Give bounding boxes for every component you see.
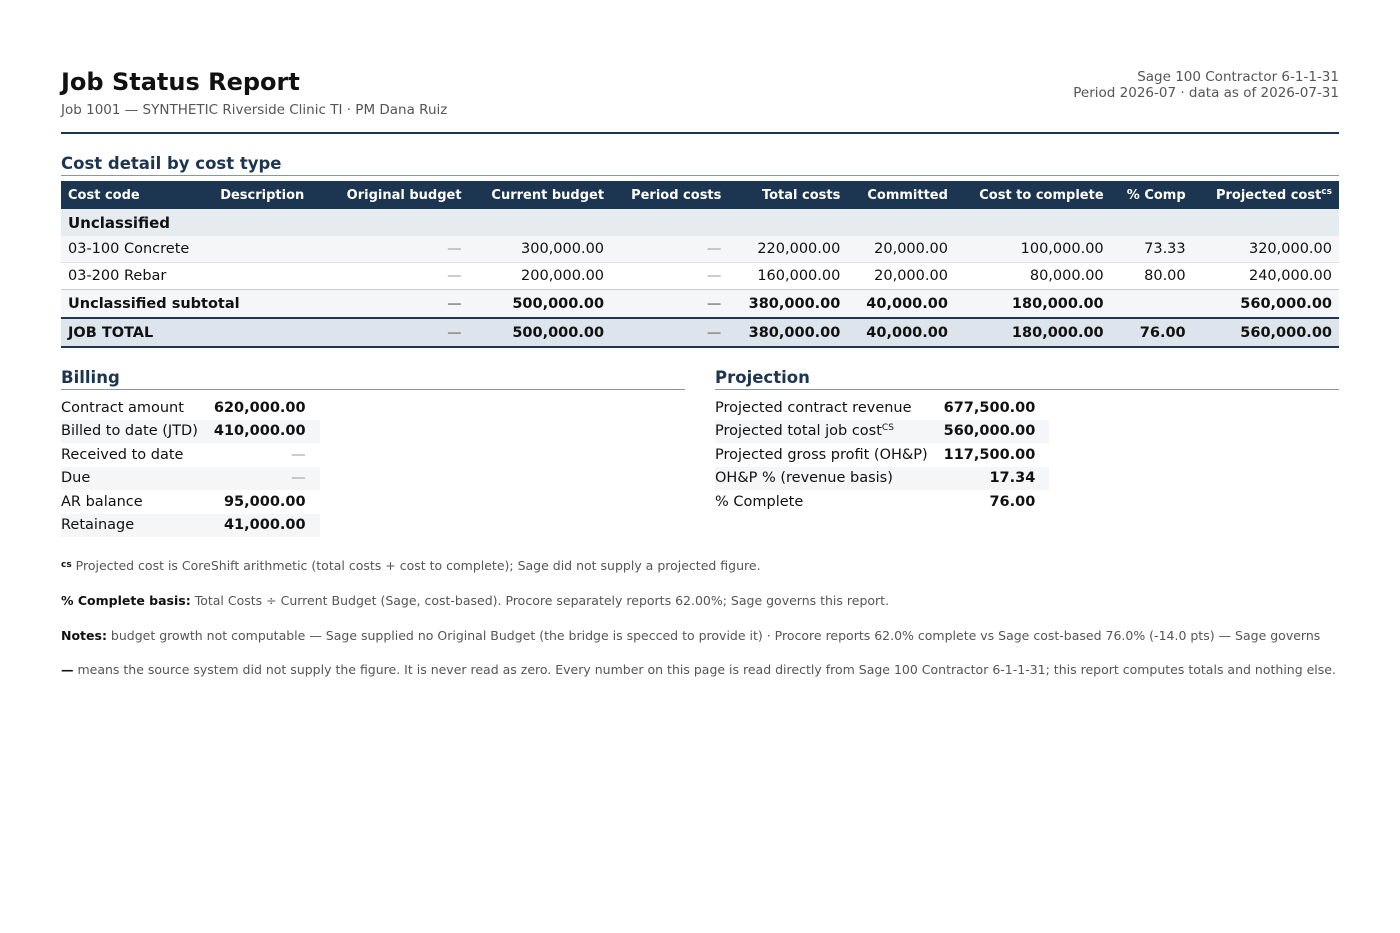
projection-table xyxy=(715,396,1049,514)
report-meta xyxy=(1073,70,1339,101)
subtotal-original-budget: — xyxy=(324,290,469,319)
projection-row xyxy=(715,420,1049,444)
billing-row xyxy=(61,443,320,467)
col-header-cost-code: Cost code xyxy=(61,181,213,209)
total-committed: 40,000.00 xyxy=(847,318,955,347)
projection-label: Projected gross profit (OH&P) xyxy=(715,446,928,463)
projected-cost-label: Projected cost xyxy=(1215,188,1322,203)
projection-value: 117,500.00 xyxy=(943,446,1036,463)
billing-label: Due xyxy=(61,467,206,491)
cs-marker: cs xyxy=(1321,187,1332,197)
subtotal-current-budget: 500,000.00 xyxy=(469,290,611,319)
cell-total-costs: 160,000.00 xyxy=(728,263,847,290)
cs-marker: CS xyxy=(881,423,894,434)
cell-description xyxy=(213,263,323,290)
cell-current-budget: 200,000.00 xyxy=(469,263,611,290)
projection-row xyxy=(715,490,1049,514)
subtotal-cost-to-complete: 180,000.00 xyxy=(955,290,1111,319)
table-row xyxy=(61,236,1339,263)
cell-period-costs: — xyxy=(611,236,728,263)
subtotal-pct-comp xyxy=(1111,290,1193,319)
page-title: Job Status Report xyxy=(61,68,300,96)
summary-columns xyxy=(61,368,1339,537)
billing-row xyxy=(61,396,320,420)
col-header-cost-to-complete: Cost to complete xyxy=(955,181,1111,209)
cell-committed: 20,000.00 xyxy=(847,236,955,263)
projection-label: OH&P % (revenue basis) xyxy=(715,467,936,491)
cs-footnote-text: Projected cost is CoreShift arithmetic (total costs + cost to complete); Sage did not supply a projected figure. xyxy=(71,558,761,573)
billing-value: 410,000.00 xyxy=(206,420,320,444)
col-header-total-costs: Total costs xyxy=(728,181,847,209)
cell-original-budget: — xyxy=(324,236,469,263)
projection-title: Projection xyxy=(715,368,1339,390)
basis-label: % Complete basis: xyxy=(61,593,191,608)
projection-label xyxy=(715,420,936,444)
billing-value: 41,000.00 xyxy=(206,514,320,538)
billing-row xyxy=(61,467,320,491)
projection-value: 560,000.00 xyxy=(936,420,1050,444)
cell-committed: 20,000.00 xyxy=(847,263,955,290)
col-header-original-budget: Original budget xyxy=(324,181,469,209)
billing-row xyxy=(61,490,320,514)
cost-detail-title: Cost detail by cost type xyxy=(61,154,1339,176)
cell-total-costs: 220,000.00 xyxy=(728,236,847,263)
dash-note xyxy=(61,662,1336,677)
dash-text: means the source system did not supply the figure. It is never read as zero. Every number on this page is read directly from Sage 100 Contractor 6-1-1-31; this report computes totals and nothing else. xyxy=(73,662,1336,677)
billing-value: — xyxy=(291,446,306,463)
col-header-current-budget: Current budget xyxy=(469,181,611,209)
subtotal-label: Unclassified subtotal xyxy=(61,290,324,319)
projection-label: Projected contract revenue xyxy=(715,399,912,416)
billing-value: 95,000.00 xyxy=(223,493,306,510)
total-original-budget: — xyxy=(324,318,469,347)
cell-pct-comp: 80.00 xyxy=(1111,263,1193,290)
cs-marker: cs xyxy=(61,560,72,570)
cost-detail-table xyxy=(61,181,1339,348)
dash-label: — xyxy=(61,662,74,677)
total-pct-comp: 76.00 xyxy=(1111,318,1193,347)
billing-label: AR balance xyxy=(61,493,143,510)
projection-label: % Complete xyxy=(715,493,804,510)
cs-footnote xyxy=(61,558,761,573)
basis-note xyxy=(61,593,889,608)
billing-title: Billing xyxy=(61,368,685,390)
col-header-projected-cost xyxy=(1193,181,1339,209)
col-header-pct-comp: % Comp xyxy=(1111,181,1193,209)
cell-original-budget: — xyxy=(324,263,469,290)
billing-row xyxy=(61,420,320,444)
projection-value: 76.00 xyxy=(989,493,1036,510)
billing-label: Contract amount xyxy=(61,399,184,416)
table-header-row xyxy=(61,181,1339,209)
projection-label-text: Projected total job cost xyxy=(715,423,882,440)
projection-section xyxy=(715,368,1339,537)
group-row xyxy=(61,209,1339,236)
cell-cost-to-complete: 100,000.00 xyxy=(955,236,1111,263)
cell-cost-code: 03-200 Rebar xyxy=(61,263,213,290)
group-label: Unclassified xyxy=(61,209,1339,236)
cell-cost-code: 03-100 Concrete xyxy=(61,236,213,263)
cell-description xyxy=(213,236,323,263)
billing-section xyxy=(61,368,685,537)
total-projected-cost: 560,000.00 xyxy=(1193,318,1339,347)
projection-row xyxy=(715,443,1049,467)
cell-cost-to-complete: 80,000.00 xyxy=(955,263,1111,290)
job-subtitle: Job 1001 — SYNTHETIC Riverside Clinic TI · PM Dana Ruiz xyxy=(61,102,448,118)
projection-row xyxy=(715,467,1049,491)
billing-label: Billed to date (JTD) xyxy=(61,420,206,444)
total-current-budget: 500,000.00 xyxy=(469,318,611,347)
job-total-row xyxy=(61,318,1339,347)
billing-value: — xyxy=(206,467,320,491)
report-period: Period 2026-07 · data as of 2026-07-31 xyxy=(1073,84,1339,101)
total-period-costs: — xyxy=(611,318,728,347)
billing-label: Retainage xyxy=(61,514,206,538)
cell-projected-cost: 320,000.00 xyxy=(1193,236,1339,263)
col-header-description: Description xyxy=(213,181,323,209)
billing-label: Received to date xyxy=(61,446,184,463)
projection-value: 677,500.00 xyxy=(943,399,1036,416)
table-row xyxy=(61,263,1339,290)
col-header-period-costs: Period costs xyxy=(611,181,728,209)
report-header xyxy=(61,0,1339,134)
subtotal-period-costs: — xyxy=(611,290,728,319)
notes-text: budget growth not computable — Sage supplied no Original Budget (the bridge is specced to provide it) · Procore reports 62.0% complete vs Sage cost-based 76.0% (-14.0 pts) — Sage governs xyxy=(106,628,1321,643)
cost-detail-section xyxy=(61,154,1339,348)
notes-line xyxy=(61,628,1320,643)
subtotal-total-costs: 380,000.00 xyxy=(728,290,847,319)
billing-row xyxy=(61,514,320,538)
basis-text: Total Costs ÷ Current Budget (Sage, cost-based). Procore separately reports 62.00%; Sage governs this report. xyxy=(190,593,890,608)
cell-current-budget: 300,000.00 xyxy=(469,236,611,263)
col-header-committed: Committed xyxy=(847,181,955,209)
total-cost-to-complete: 180,000.00 xyxy=(955,318,1111,347)
total-total-costs: 380,000.00 xyxy=(728,318,847,347)
subtotal-projected-cost: 560,000.00 xyxy=(1193,290,1339,319)
billing-table xyxy=(61,396,320,537)
cell-pct-comp: 73.33 xyxy=(1111,236,1193,263)
projection-value: 17.34 xyxy=(936,467,1050,491)
cell-period-costs: — xyxy=(611,263,728,290)
cell-projected-cost: 240,000.00 xyxy=(1193,263,1339,290)
notes-label: Notes: xyxy=(61,628,107,643)
source-system: Sage 100 Contractor 6-1-1-31 xyxy=(1137,69,1339,85)
projection-row xyxy=(715,396,1049,420)
subtotal-row xyxy=(61,290,1339,319)
subtotal-committed: 40,000.00 xyxy=(847,290,955,319)
billing-value: 620,000.00 xyxy=(213,399,306,416)
total-label: JOB TOTAL xyxy=(61,318,324,347)
